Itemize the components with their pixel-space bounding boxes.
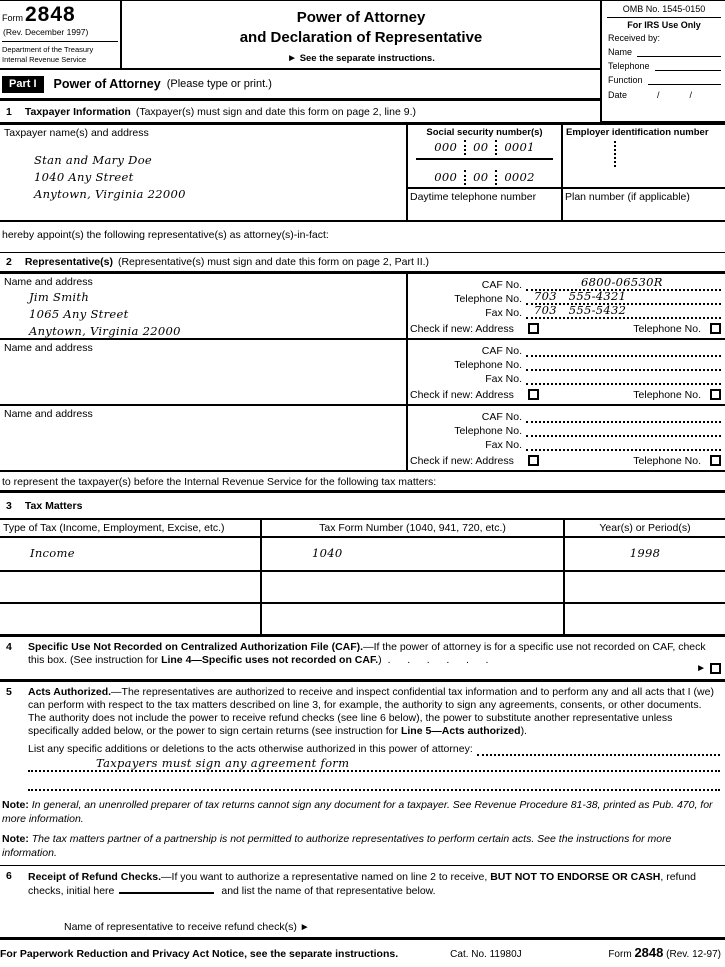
rep-1-telephone-value: 703 555-4321 [534, 289, 627, 304]
line5-text-a: —The representatives are authorized to receive and inspect confidential tax information and to perform any and all acts that I (we) can perform with respect to the tax matters described on line 3, for example, the authority to sign any agreements, consents, or other documents. The authority does not include the power to receive refund checks (see line 6 below), the power to substitute another representative unless specifically added below, or the power to sign certain returns (see instruction for [28, 686, 714, 737]
taxpayer-line: 1040 Any Street [34, 170, 134, 184]
ssn-1-field[interactable] [416, 138, 553, 160]
form-title-line2: and Declaration of Representative [239, 29, 483, 47]
note-label: Note: [2, 799, 29, 811]
tax-table-header [0, 518, 725, 538]
check-if-new-label: Check if new: Address [410, 454, 514, 467]
tax-matters-table [0, 518, 725, 637]
ssn-separator [495, 140, 497, 155]
line1-header [0, 101, 600, 122]
line6-text-a: —If you want to authorize a representative named on line 2 to receive, [161, 871, 491, 883]
date-slash: / [657, 90, 660, 100]
plan-number-cell[interactable] [563, 187, 725, 205]
rep-1-check-row [410, 319, 721, 336]
tax-row-3-type-cell[interactable] [0, 604, 260, 634]
rep-3-new-telephone-checkbox[interactable] [710, 455, 721, 466]
rep-3-fax-row [410, 437, 721, 451]
rep-2-contact-cell [408, 340, 725, 404]
ein-separator [614, 141, 616, 167]
taxpayer-name-cell[interactable] [0, 125, 408, 220]
rep-2-new-telephone-checkbox[interactable] [710, 389, 721, 400]
ssn-separator [495, 170, 497, 185]
ssn-separator [464, 140, 466, 155]
line6-text-c: and list the name of that representative below. [221, 885, 436, 897]
line4-checkbox-group [696, 663, 721, 674]
line6-text-b: , refund checks, initial here [28, 871, 696, 897]
fax-label: Fax No. [485, 307, 522, 320]
received-by-label: Received by: [608, 33, 661, 43]
taxpayer-info-section [0, 122, 725, 222]
tax-row-1-type-cell[interactable]: Income [30, 546, 75, 560]
agency-line: Internal Revenue Service [2, 55, 87, 65]
line4-section [0, 637, 725, 682]
form-footer [0, 940, 725, 960]
daytime-phone-label: Daytime telephone number [410, 191, 537, 203]
irs-function-row [607, 71, 721, 85]
line4-bold-lead: Specific Use Not Recorded on Centralized Authorization File (CAF). [28, 641, 364, 653]
rep-name-label: Name and address [4, 342, 93, 354]
rep-2-fax-row [410, 371, 721, 385]
tax-row-3-year-cell[interactable] [565, 604, 725, 634]
line5-bold-lead: Acts Authorized. [28, 686, 112, 698]
line6-bold-emph: BUT NOT TO ENDORSE OR CASH [490, 871, 661, 883]
ssn-separator [464, 170, 466, 185]
ssn-2-part: 00 [473, 170, 489, 184]
rep-name-label: Name and address [4, 276, 93, 288]
tax-row-2-year-cell[interactable] [565, 572, 725, 602]
representative-2-block [0, 340, 725, 406]
line2-number: 2 [6, 256, 12, 268]
rep-3-contact-cell [408, 406, 725, 470]
rep-3-name-cell[interactable] [0, 406, 408, 470]
hereby-appoints-text: hereby appoint(s) the following representative(s) as attorney(s)-in-fact: [2, 229, 329, 241]
form-header [0, 0, 600, 70]
rep-3-fax-field[interactable] [526, 438, 721, 451]
omb-number: OMB No. 1545-0150 [607, 1, 721, 18]
caf-label: CAF No. [481, 411, 522, 424]
department-line: Department of the Treasury [2, 45, 94, 54]
header-area [0, 0, 600, 122]
tax-table-row [0, 538, 725, 570]
rep-2-fax-field[interactable] [526, 372, 721, 385]
note-text: In general, an unenrolled preparer of tax returns cannot sign any document for a taxpayer. See Revenue Procedure 81-38, printed as Pub. 470, for more information. [2, 799, 713, 825]
line2-header [0, 252, 725, 274]
line4-specific-use-checkbox[interactable] [710, 663, 721, 674]
line4-text-b: ) [378, 654, 382, 666]
note-unenrolled-preparer [0, 794, 725, 828]
right-arrow-icon: ► [287, 53, 298, 64]
line1-number: 1 [6, 105, 12, 118]
note-text: The tax matters partner of a partnership is not permitted to authorize representatives to perform certain acts. See the instructions for more information. [2, 833, 672, 859]
rep-2-check-row [410, 385, 721, 402]
irs-function-field[interactable] [648, 74, 721, 85]
rep-1-fax-field[interactable] [526, 303, 721, 319]
daytime-phone-cell[interactable] [408, 187, 561, 205]
irs-name-label: Name [608, 47, 633, 57]
form-id-block [0, 1, 120, 68]
fax-label: Fax No. [485, 439, 522, 452]
additions-line-2[interactable] [28, 774, 720, 791]
rep-2-caf-field[interactable] [526, 344, 721, 357]
check-if-new-label: Check if new: Address [410, 322, 514, 335]
additions-deletions-row [28, 743, 720, 756]
line1-title: Taxpayer Information [24, 105, 131, 118]
tax-table-row [0, 570, 725, 602]
line6-bold-lead: Receipt of Refund Checks. [28, 871, 162, 883]
telephone-label: Telephone No. [454, 425, 522, 438]
line1-hint: (Taxpayer(s) must sign and date this form on page 2, line 9.) [135, 105, 416, 118]
line6-section [0, 866, 725, 901]
form-revision: (Rev. December 1997) [2, 27, 118, 42]
taxpayer-line: Stan and Mary Doe [34, 153, 153, 167]
representative-3-block [0, 406, 725, 472]
line6-number: 6 [6, 870, 12, 882]
additions-field-leader[interactable] [477, 744, 720, 756]
rep-1-caf-value: 6800-06530R [581, 275, 663, 290]
right-arrow-icon: ► [696, 663, 706, 674]
check-telephone-label: Telephone No. [633, 454, 701, 467]
rep-address-line: Anytown, Virginia 22000 [29, 324, 181, 338]
rep-1-new-telephone-checkbox[interactable] [710, 323, 721, 334]
part1-badge: Part I [2, 76, 44, 93]
tax-row-1-form-cell[interactable]: 1040 [260, 538, 565, 570]
tax-table-row [0, 602, 725, 634]
rep-2-telephone-row [410, 357, 721, 371]
line4-text [28, 641, 723, 676]
taxpayer-name-label: Taxpayer name(s) and address [4, 127, 149, 139]
taxpayer-line: Anytown, Virginia 22000 [34, 187, 186, 201]
line6-text [28, 870, 723, 898]
line5-text [28, 686, 723, 791]
irs-name-field[interactable] [637, 46, 721, 57]
check-if-new-label: Check if new: Address [410, 388, 514, 401]
tax-row-3-form-cell[interactable] [260, 604, 565, 634]
form-title [122, 8, 600, 49]
title-block [120, 1, 600, 68]
rep-address-line: Jim Smith [29, 290, 90, 304]
ssn-1-part: 00 [473, 140, 489, 154]
irs-use-only-title: For IRS Use Only [627, 20, 701, 30]
line4-number: 4 [6, 641, 12, 653]
note-label: Note: [2, 833, 29, 845]
irs-name-row [607, 43, 721, 57]
fax-label: Fax No. [485, 373, 522, 386]
rep-1-new-address-checkbox[interactable] [528, 323, 539, 334]
refund-representative-row [0, 901, 725, 940]
footer-form-number: 2848 [634, 945, 664, 960]
line3-header [0, 490, 725, 518]
line4-bold-ref: Line 4—Specific uses not recorded on CAF. [161, 654, 379, 666]
ssn-label: Social security number(s) [426, 127, 543, 138]
line5-number: 5 [6, 686, 12, 698]
line3-title: Tax Matters [24, 499, 83, 512]
dot-leaders: . . . . . . [387, 654, 490, 666]
note-tax-matters-partner [0, 828, 725, 866]
rep-2-caf-row [410, 343, 721, 357]
ein-label: Employer identification number [566, 127, 709, 138]
paperwork-notice: For Paperwork Reduction and Privacy Act Notice, see the separate instructions. [0, 948, 399, 960]
column-header-tax-form-number: Tax Form Number (1040, 941, 720, etc.) [260, 520, 565, 536]
refund-representative-label: Name of representative to receive refund check(s) [64, 921, 297, 933]
see-instructions-text: See the separate instructions. [299, 53, 435, 64]
irs-function-label: Function [608, 75, 643, 85]
rep-3-caf-field[interactable] [526, 410, 721, 423]
ssn-2-field[interactable] [408, 168, 561, 186]
rep-3-telephone-row [410, 423, 721, 437]
rep-address-line: 1065 Any Street [29, 307, 129, 321]
form-word: Form [2, 13, 23, 23]
rep-2-new-address-checkbox[interactable] [528, 389, 539, 400]
tax-row-2-type-cell[interactable] [0, 572, 260, 602]
form-title-line1: Power of Attorney [296, 9, 426, 26]
rep-1-address-value [29, 289, 402, 340]
irs-use-only-box [600, 0, 725, 123]
caf-label: CAF No. [481, 279, 522, 292]
line2-title: Representative(s) [24, 256, 113, 268]
rep-1-name-cell[interactable] [0, 274, 408, 338]
irs-date-row [607, 85, 721, 100]
catalog-number: Cat. No. 11980J [450, 949, 522, 960]
representative-1-block [0, 274, 725, 340]
part1-header [0, 70, 600, 101]
additions-line-1[interactable] [28, 757, 720, 772]
telephone-label: Telephone No. [454, 293, 522, 306]
irs-telephone-row [607, 57, 721, 71]
ssn-cell [408, 125, 563, 220]
ssn-2-part: 000 [434, 170, 458, 184]
see-instructions [122, 53, 600, 64]
rep-2-name-cell[interactable] [0, 340, 408, 404]
caf-label: CAF No. [481, 345, 522, 358]
line4-text-a: —If the power of attorney is for a specific use not recorded on CAF, check this box. (See instruction for [28, 641, 706, 666]
rep-3-new-address-checkbox[interactable] [528, 455, 539, 466]
ssn-1-part: 0001 [504, 140, 535, 154]
irs-telephone-field[interactable] [655, 60, 721, 71]
rep-3-caf-row [410, 409, 721, 423]
part1-title: Power of Attorney [53, 77, 161, 91]
footer-form-id [608, 945, 721, 960]
represent-text: to represent the taxpayer(s) before the Internal Revenue Service for the following tax matters: [2, 476, 437, 488]
right-arrow-icon: ► [299, 922, 310, 933]
irs-telephone-label: Telephone [608, 61, 650, 71]
footer-form-revision: (Rev. 12-97) [666, 949, 721, 960]
rep-3-telephone-field[interactable] [526, 424, 721, 437]
ssn-1-part: 000 [434, 140, 458, 154]
column-header-years-periods: Year(s) or Period(s) [599, 522, 691, 534]
check-telephone-label: Telephone No. [633, 388, 701, 401]
rep-2-telephone-field[interactable] [526, 358, 721, 371]
line5-section [0, 682, 725, 794]
ssn-2-part: 0002 [504, 170, 535, 184]
rep-name-label: Name and address [4, 408, 93, 420]
footer-form-word: Form [608, 949, 632, 960]
tax-row-1-year-cell[interactable]: 1998 [629, 546, 661, 560]
telephone-label: Telephone No. [454, 359, 522, 372]
rep-1-fax-row [410, 305, 721, 319]
line3-number: 3 [6, 499, 12, 512]
taxpayer-address-value[interactable] [34, 152, 402, 203]
ein-cell [563, 125, 725, 220]
line2-hint: (Representative(s) must sign and date this form on page 2, Part II.) [117, 256, 430, 268]
tax-row-2-form-cell[interactable] [260, 572, 565, 602]
date-slash: / [689, 90, 693, 100]
part1-hint: (Please type or print.) [166, 78, 272, 90]
additions-value: Taxpayers must sign any agreement form [96, 756, 350, 770]
check-telephone-label: Telephone No. [633, 322, 701, 335]
irs-date-label: Date [608, 90, 628, 100]
line5-text-b: ). [520, 725, 527, 737]
plan-number-label: Plan number (if applicable) [565, 191, 690, 203]
rep-1-contact-cell [408, 274, 725, 338]
column-header-type-of-tax: Type of Tax (Income, Employment, Excise, etc.) [3, 522, 225, 534]
department-block [2, 42, 118, 65]
rep-3-check-row [410, 451, 721, 468]
line5-bold-ref: Line 5—Acts authorized [400, 725, 521, 737]
additions-deletions-label: List any specific additions or deletions to the acts otherwise authorized in this power of attorney: [28, 743, 473, 755]
initial-here-field[interactable] [119, 885, 214, 894]
form-number: 2848 [25, 3, 76, 26]
rep-1-fax-value: 703 555-5432 [534, 303, 627, 318]
